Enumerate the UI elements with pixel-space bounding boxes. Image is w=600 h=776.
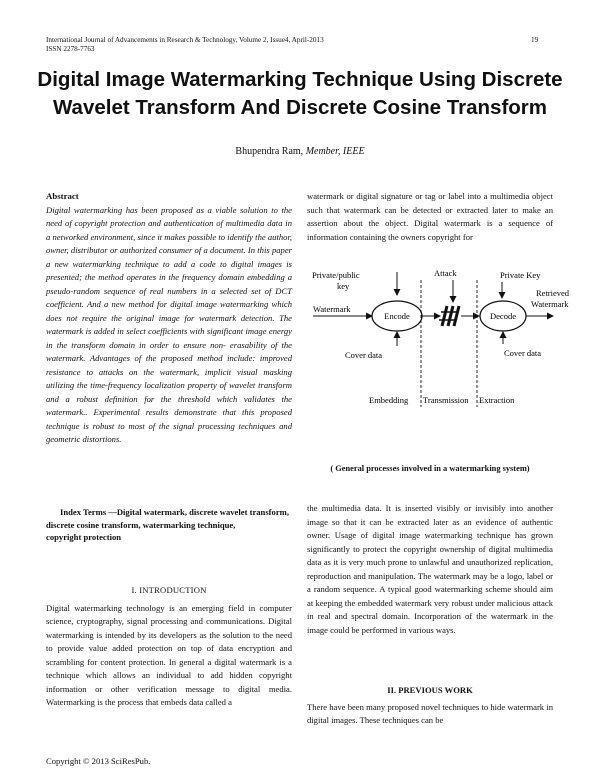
figure-caption: ( General processes involved in a watermarking system) bbox=[330, 464, 530, 473]
abstract-heading: Abstract bbox=[46, 191, 79, 201]
author-affiliation: Member, IEEE bbox=[305, 146, 365, 157]
right-top-body: watermark or digital signature or tag or label into a multimedia object such that watermark can be detected or extracted later to make an assertion about the object. Digital watermark is a sequence of information containing the owners copyright for bbox=[307, 191, 553, 242]
introduction-heading: I. INTRODUCTION bbox=[131, 585, 207, 595]
attack-icon bbox=[439, 306, 459, 326]
retrieved-label: Retrieved bbox=[536, 288, 570, 298]
cover-data-right-label: Cover data bbox=[504, 348, 542, 358]
journal-header bbox=[46, 36, 324, 54]
extraction-stage-label: Extraction bbox=[479, 395, 515, 405]
footer-copyright: Copyright © 2013 SciResPub. bbox=[46, 756, 151, 766]
journal-name: International Journal of Advancements in Research & Technology, Volume 2, Issue4, April-2013 bbox=[46, 36, 324, 44]
title-line-2: Wavelet Transform And Discrete Cosine Transform bbox=[52, 96, 548, 119]
cover-data-left-label: Cover data bbox=[345, 350, 383, 360]
private-public-key-label: Private/public bbox=[312, 270, 360, 280]
index-terms bbox=[46, 506, 292, 544]
index-terms-line-2: discrete cosine transform, watermarking technique, bbox=[46, 519, 236, 530]
right-column-top bbox=[307, 190, 553, 244]
private-key-label: Private Key bbox=[500, 270, 541, 280]
index-terms-line-1: Index Terms —Digital watermark, discrete wavelet transform, bbox=[60, 507, 289, 517]
transmission-stage-label: Transmission bbox=[423, 395, 469, 405]
paper-title bbox=[20, 66, 580, 122]
watermark-input-label: Watermark bbox=[313, 304, 351, 314]
embedding-stage-label: Embedding bbox=[369, 395, 409, 405]
previous-work-section bbox=[307, 684, 553, 728]
right-mid-body: the multimedia data. It is inserted visibly or invisibly into another image so that it can be extracted later as an evidence of authentic owner. Usage of digital image watermarking technique has grown significantly to protect the copyright ownership of digital multimedia data as it is very much prone to unlawful and unauthorized replication, reproduction and manipulation. The watermark may be a logo, label or a random sequence. A typical good watermarking scheme should aim at keeping the embedded watermark very robust under malicious attack in real and spectral domain. Incorporation of the watermark in the image could be performed in various ways. bbox=[307, 503, 553, 635]
title-line-1: Digital Image Watermarking Technique Using Discrete bbox=[37, 68, 563, 91]
encode-label: Encode bbox=[384, 311, 410, 321]
key-label: key bbox=[337, 281, 350, 291]
watermarking-diagram bbox=[307, 262, 570, 462]
previous-work-body: There have been many proposed novel techniques to hide watermark in digital images. These techniques can be bbox=[307, 701, 553, 725]
page-number: 19 bbox=[531, 36, 539, 44]
introduction-section bbox=[46, 584, 292, 710]
attack-label: Attack bbox=[434, 268, 457, 278]
abstract-section bbox=[46, 190, 292, 447]
author-line bbox=[0, 146, 600, 157]
index-terms-line-3: copyright protection bbox=[46, 532, 122, 542]
retrieved-watermark-label: Watermark bbox=[531, 299, 569, 309]
issn: ISSN 2278-7763 bbox=[46, 45, 95, 53]
right-column-middle bbox=[307, 502, 553, 637]
author-name: Bhupendra Ram, bbox=[235, 146, 304, 157]
previous-work-heading: II. PREVIOUS WORK bbox=[387, 685, 473, 695]
decode-label: Decode bbox=[490, 311, 516, 321]
abstract-body: Digital watermarking has been proposed as a viable solution to the need of copyright protection and authentication of multimedia data in a networked environment, since it makes possible to identify the author, owner, distributor or authorized consumer of a document. In this paper a new watermarking technique to add a code to digital images is presented; the method operates in the frequency domain embedding a pseudo-random sequence of real numbers in a selected set of DCT coefficient. And a new method for digital image watermarking which does not require the original image for watermark detection. The watermark is added in select coefficients with significant image energy in the transform domain in order to ensure non- erasability of the watermark. Advantages of the proposed method include: improved resistance to attacks on the watermark, implicit visual masking utilizing the time-frequency localization property of wavelet transform and a robust definition for the threshold which validates the watermark.. Experimental results demonstrate that this proposed technique is robust to most of the signal processing techniques and geometric distortions. bbox=[46, 204, 292, 444]
introduction-body: Digital watermarking technology is an emerging field in computer science, cryptography, signal processing and communications. Digital watermarking is intended by its developers as the solution to the need to provide value added protection on top of data encryption and scrambling for content protection. In general a digital watermark is a technique which allows an individual to add hidden copyright information or other verification message to digital media. Watermarking is the process that embeds data called a bbox=[46, 602, 292, 707]
